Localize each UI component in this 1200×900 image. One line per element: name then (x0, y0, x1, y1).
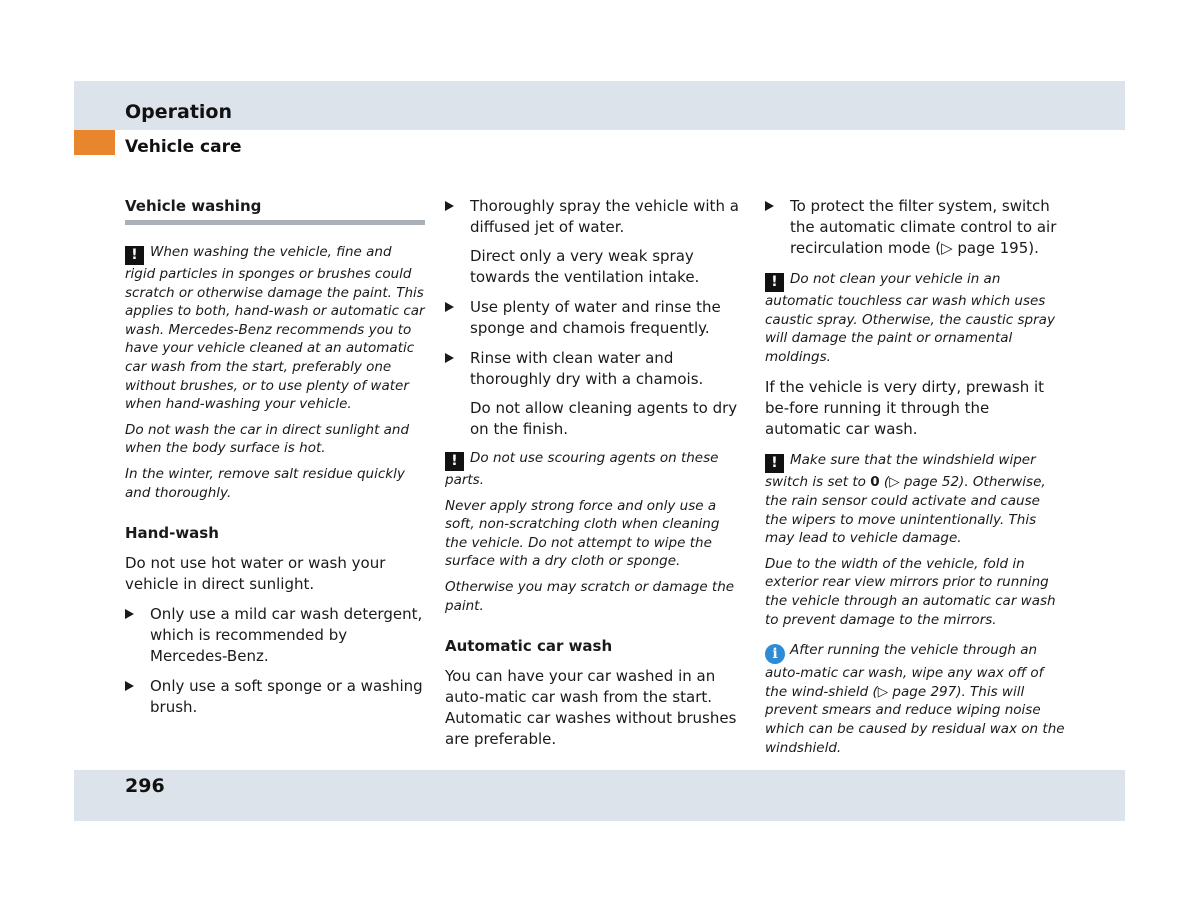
note-text: Otherwise you may scratch or damage the paint. (445, 578, 735, 614)
list-item: Only use a mild car wash detergent, which is recommended by Mercedes-Benz. (125, 604, 425, 667)
section-title: Vehicle care (125, 137, 242, 157)
warning-note: ! Do not use scouring agents on these parts. (445, 450, 719, 488)
paragraph: If the vehicle is very dirty, prewash it be-fore running it through the automatic car wash. (765, 378, 1045, 439)
section-tab-marker (74, 130, 115, 155)
list-item: Use plenty of water and rinse the sponge and chamois frequently. (445, 297, 745, 339)
note-text: In the winter, remove salt residue quickly and thoroughly. (125, 465, 405, 501)
paragraph: You can have your car washed in an auto-matic car wash from the start. Automatic car washes without brushes are preferable. (445, 667, 737, 749)
list-item: Rinse with clean water and thoroughly dry with a chamois. (445, 348, 745, 390)
warning-note: ! Make sure that the windshield wiper switch is set to 0 (▷ page 52). Otherwise, the rain sensor could activate and cause the wipers to move unintentionally. This may lead to vehicle damage. (765, 452, 1046, 547)
info-icon: i (765, 644, 785, 664)
list-item: Thoroughly spray the vehicle with a diffused jet of water. (445, 196, 745, 238)
bullet-arrow-icon (125, 609, 134, 619)
paragraph: Direct only a very weak spray towards the ventilation intake. (470, 247, 700, 286)
column-2 (445, 196, 745, 759)
info-note: i After running the vehicle through an auto-matic car wash, wipe any wax off of the wind-shield (▷ page 297). This will prevent smears and reduce wiping noise which can be caused by residual wax on the windshield. (765, 642, 1065, 756)
paragraph: Do not allow cleaning agents to dry on the finish. (470, 399, 738, 438)
page-number: 296 (125, 775, 165, 797)
heading-rule (125, 220, 425, 225)
bullet-arrow-icon (445, 201, 454, 211)
warning-note: ! Do not clean your vehicle in an automatic touchless car wash which uses caustic spray. Otherwise, the caustic spray will damage the paint or ornamental moldings. (765, 271, 1055, 365)
note-text: Due to the width of the vehicle, fold in exterior rear view mirrors prior to running the vehicle through an automatic car wash to prevent damage to the mirrors. (765, 555, 1056, 628)
warning-note: ! When washing the vehicle, fine and rigid particles in sponges or brushes could scratch or otherwise damage the paint. This applies to both, hand-wash or automatic car wash. Mercedes-Benz recommends you to have your vehicle cleaned at an automatic car wash from the start, preferably one without brushes, or to use plenty of water when hand-washing your vehicle. (125, 244, 425, 413)
heading-hand-wash: Hand-wash (125, 524, 219, 543)
note-text: Never apply strong force and only use a soft, non-scratching cloth when cleaning the vehicle. Do not attempt to wipe the surface with a dry cloth or sponge. (445, 497, 720, 570)
chapter-title: Operation (125, 101, 233, 123)
warning-icon: ! (445, 452, 464, 471)
heading-automatic-car-wash: Automatic car wash (445, 637, 613, 656)
list-item: To protect the filter system, switch the automatic climate control to air recirculation mode (▷ page 195). (765, 196, 1065, 259)
bullet-arrow-icon (445, 302, 454, 312)
warning-icon: ! (765, 273, 784, 292)
footer-band (74, 770, 1125, 821)
list-item: Only use a soft sponge or a washing brush. (125, 676, 425, 718)
bullet-arrow-icon (125, 681, 134, 691)
heading-vehicle-washing: Vehicle washing (125, 197, 262, 215)
column-1 (125, 196, 425, 727)
warning-icon: ! (765, 454, 784, 473)
bullet-arrow-icon (445, 353, 454, 363)
paragraph: Do not use hot water or wash your vehicle in direct sunlight. (125, 554, 386, 594)
bullet-arrow-icon (765, 201, 774, 211)
warning-icon: ! (125, 246, 144, 265)
column-3 (765, 196, 1065, 764)
note-text: Do not wash the car in direct sunlight and when the body surface is hot. (125, 421, 410, 457)
